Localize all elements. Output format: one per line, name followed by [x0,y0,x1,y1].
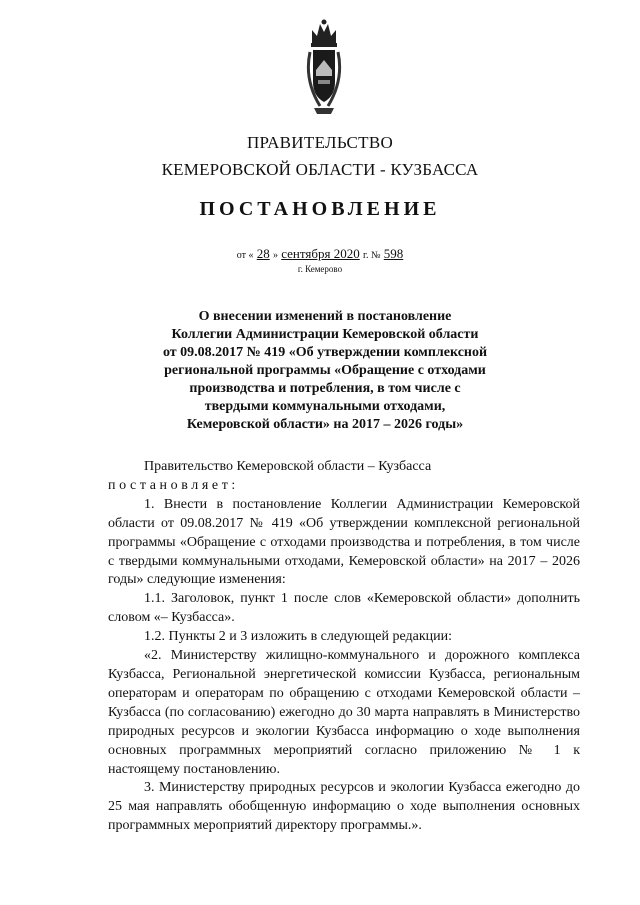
heading-line: Кемеровской области» на 2017 – 2026 годы» [186,417,464,432]
heading-line: производства и потребления, в том числе с [189,381,461,396]
heading-line: О внесении изменений в постановление [198,309,452,324]
intro-paragraph: Правительство Кемеровской области – Кузбасса [144,459,432,474]
paragraph-1-1: 1.1. Заголовок, пункт 1 после слов «Кемеровской области» дополнить словом «– Кузбасса». [108,591,580,626]
heading-line: твердыми коммунальными отходами, [204,399,446,414]
coat-of-arms-emblem [304,10,344,120]
government-line: ПРАВИТЕЛЬСТВО [246,133,394,152]
paragraph-1-2: 1.2. Пункты 2 и 3 изложить в следующей редакции: [144,629,453,645]
decree-subject-heading [140,308,510,434]
heading-line: от 09.08.2017 № 419 «Об утверждении комплексной [162,345,488,360]
region-line: КЕМЕРОВСКОЙ ОБЛАСТИ - КУЗБАССА [161,160,479,179]
paragraph-1: 1. Внести в постановление Коллегии Администрации Кемеровской области от 09.08.2017 № 419 «Об утверждении комплексной региональной программы «Обращение с отходами производства и потребления, в том числе с твердыми коммунальными отходами, Кемеровской области» на 2017 – 2026 годы» следующие изменения: [108,496,580,588]
number-prefix: г. № [362,250,381,261]
coat-of-arms-icon [304,10,344,120]
date-day: 28 [256,246,270,261]
date-quote-close: » [272,250,278,261]
decree-word: постановляет: [108,477,239,493]
date-number-line [0,246,640,262]
heading-line: региональной программы «Обращение с отходами [164,363,486,378]
document-number: 598 [383,246,404,261]
paragraph-3: 3. Министерству природных ресурсов и экологии Кузбасса ежегодно до 25 мая направлять обобщенную информацию о ходе выполнения основных программных мероприятий директору программы.». [108,780,580,834]
date-month-year: сентября 2020 [281,246,360,261]
city-label: г. Кемерово [297,264,343,274]
paragraph-2: «2. Министерству жилищно-коммунального и дорожного комплекса Кузбасса, Региональной энергетической комиссии Кузбасса, региональным операторам и операторам по обращению с отходами Кемеровской области – Кузбасса (по согласованию) ежегодно до 30 марта направлять в Министерство природных ресурсов и экологии Кузбасса информацию о ходе выполнения основных программных мероприятий согласно приложению № 1 к настоящему постановлению. [108,648,580,777]
date-prefix: от « [236,250,254,261]
document-title: ПОСТАНОВЛЕНИЕ [199,198,441,220]
heading-line: Коллегии Администрации Кемеровской области [171,327,479,342]
decree-body [108,458,580,836]
